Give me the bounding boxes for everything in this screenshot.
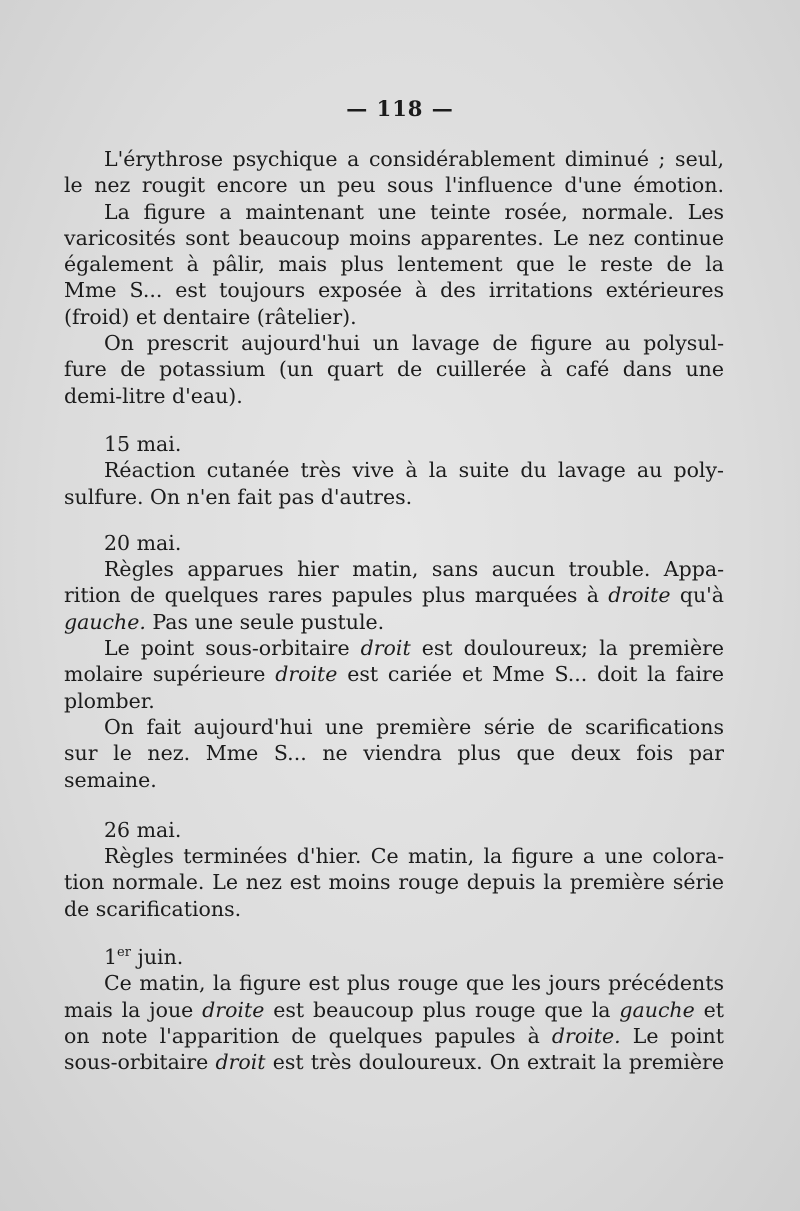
text-line: (froid) et dentaire (râtelier). xyxy=(64,304,357,329)
page-number: — 118 — xyxy=(346,96,454,121)
text-line: rition de quelques rares papules plus marquées à droite qu'à xyxy=(64,583,724,608)
body-text xyxy=(64,146,724,1076)
text-line: L'érythrose psychique a considérablement diminué ; seul, xyxy=(104,147,724,171)
text-line: La figure a maintenant une teinte rosée, normale. Les xyxy=(104,199,724,224)
text-line: plomber. xyxy=(64,688,155,713)
text-line: gauche. Pas une seule pustule. xyxy=(64,609,385,634)
text-line: Mme S... est toujours exposée à des irritations extérieures xyxy=(64,278,724,303)
text-line: Le point sous-orbitaire droit est douloureux; la première xyxy=(104,636,724,661)
text-line: Règles terminées d'hier. Ce matin, la figure a une colora- xyxy=(104,844,724,869)
text-line: demi-litre d'eau). xyxy=(64,383,243,408)
text-line: semaine. xyxy=(64,767,157,792)
text-line: Réaction cutanée très vive à la suite du lavage au poly- xyxy=(104,458,724,483)
entry-date: 15 mai. xyxy=(104,431,182,456)
text-line: Ce matin, la figure est plus rouge que les jours précédents xyxy=(104,971,724,996)
text-line: sur le nez. Mme S... ne viendra plus que deux fois par xyxy=(64,741,724,766)
text-line: fure de potassium (un quart de cuillerée à café dans une xyxy=(64,357,724,382)
text-line: Règles apparues hier matin, sans aucun trouble. Appa- xyxy=(104,557,724,582)
entry-date: 1er juin. xyxy=(104,945,184,970)
entry-date: 26 mai. xyxy=(104,817,182,842)
text-line: sulfure. On n'en fait pas d'autres. xyxy=(64,484,413,509)
text-line: également à pâlir, mais plus lentement que le reste de la xyxy=(64,252,724,277)
entry-date: 20 mai. xyxy=(104,530,182,555)
text-line: On prescrit aujourd'hui un lavage de figure au polysul- xyxy=(104,331,724,356)
text-line: On fait aujourd'hui une première série de scarifications xyxy=(104,714,724,739)
text-line: on note l'apparition de quelques papules à droite. Le point xyxy=(64,1023,724,1048)
text-line: varicosités sont beaucoup moins apparentes. Le nez continue xyxy=(64,225,724,250)
text-line: sous-orbitaire droit est très douloureux. On extrait la première xyxy=(64,1050,724,1075)
text-line: tion normale. Le nez est moins rouge depuis la première série xyxy=(64,870,724,895)
text-line: mais la joue droite est beaucoup plus rouge que la gauche et xyxy=(64,997,724,1022)
text-line: de scarifications. xyxy=(64,896,242,921)
text-line: le nez rougit encore un peu sous l'influence d'une émotion. xyxy=(64,173,724,198)
text-line: molaire supérieure droite est cariée et Mme S... doit la faire xyxy=(64,662,724,687)
